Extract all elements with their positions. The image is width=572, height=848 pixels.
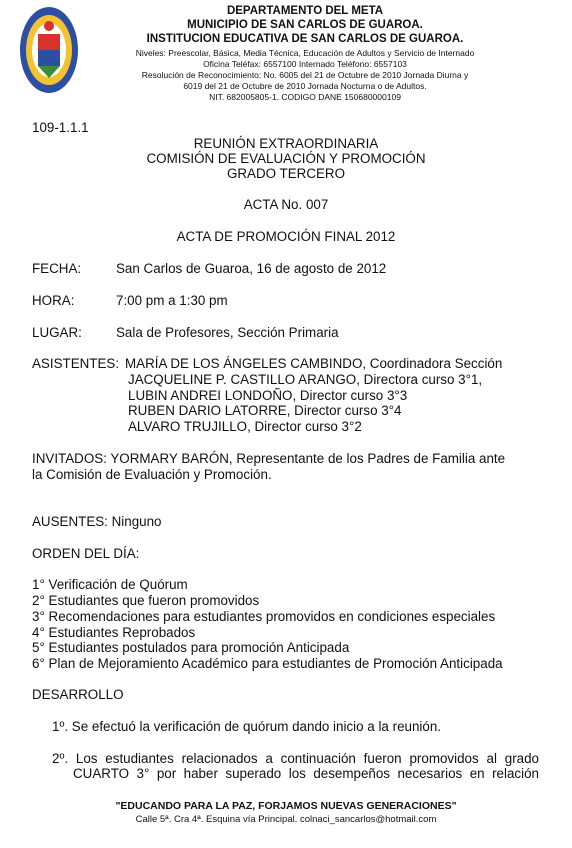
title-grade: GRADO TERCERO	[226, 166, 346, 181]
orden-item: 5° Estudiantes postulados para promoción Anticipada	[32, 640, 350, 655]
header-institution: INSTITUCION EDUCATIVA DE SAN CARLOS DE GUAROA.	[146, 33, 464, 45]
asistente-item: RUBEN DARIO LATORRE, Director curso 3°4	[128, 403, 402, 418]
header-phones: Oficina Teléfax: 6557100 Internado Teléfono: 6557103	[203, 59, 407, 69]
orden-item: 6° Plan de Mejoramiento Académico para estudiantes de Promoción Anticipada	[32, 656, 503, 671]
lugar-value: Sala de Profesores, Sección Primaria	[116, 325, 339, 340]
asistente-item: JACQUELINE P. CASTILLO ARANGO, Directora curso 3°1,	[128, 372, 483, 387]
invitados-line: la Comisión de Evaluación y Promoción.	[32, 467, 272, 482]
ausentes-line: AUSENTES: Ninguno	[32, 514, 162, 529]
title-commission: COMISIÓN DE EVALUACIÓN Y PROMOCIÓN	[146, 151, 426, 166]
title-acta-subtitle: ACTA DE PROMOCIÓN FINAL 2012	[176, 229, 396, 244]
hora-label: HORA:	[32, 293, 75, 308]
asistente-item: ALVARO TRUJILLO, Director curso 3°2	[128, 419, 362, 434]
header-resolution-cont: 6019 del 21 de Octubre de 2010 Jornada Nocturna o de Adultos.	[183, 81, 427, 91]
asistente-item: MARÍA DE LOS ÁNGELES CAMBINDO, Coordinadora Sección	[125, 356, 503, 371]
fecha-label: FECHA:	[32, 261, 82, 276]
orden-heading: ORDEN DEL DÍA:	[32, 546, 140, 561]
desarrollo-paragraph-cont: CUARTO 3° por haber superado los desempeños necesarios en relación	[73, 766, 539, 781]
desarrollo-paragraph: 1º. Se efectuó la verificación de quórum dando inicio a la reunión.	[52, 719, 441, 734]
header-resolution: Resolución de Reconocimiento: No. 6005 del 21 de Octubre de 2010 Jornada Diurna y	[141, 70, 469, 80]
hora-value: 7:00 pm a 1:30 pm	[116, 293, 228, 308]
desarrollo-paragraph: 2º. Los estudiantes relacionados a continuación fueron promovidos al grado	[52, 751, 539, 766]
logo-shield-top	[38, 34, 60, 50]
footer-motto: "EDUCANDO PARA LA PAZ, FORJAMOS NUEVAS GENERACIONES"	[115, 800, 457, 812]
footer-address: Calle 5ª. Cra 4ª. Esquina vía Principal. colnaci_sancarlos@hotmail.com	[135, 814, 437, 825]
logo-shield-bottom	[38, 50, 60, 66]
document-code: 109-1.1.1	[32, 120, 89, 135]
invitados-line: INVITADOS: YORMARY BARÓN, Representante de los Padres de Familia ante	[32, 451, 506, 466]
title-meeting: REUNIÓN EXTRAORDINARIA	[193, 136, 379, 151]
desarrollo-heading: DESARROLLO	[32, 687, 124, 702]
header-nit: NIT. 682005805-1. CODIGO DANE 150680000109	[209, 92, 401, 102]
orden-item: 4° Estudiantes Reprobados	[32, 625, 196, 640]
orden-item: 2° Estudiantes que fueron promovidos	[32, 593, 260, 608]
orden-item: 3° Recomendaciones para estudiantes promovidos en condiciones especiales	[32, 609, 496, 624]
asistente-item: LUBIN ANDREI LONDOÑO, Director curso 3°3	[128, 388, 408, 403]
header-municipality: MUNICIPIO DE SAN CARLOS DE GUAROA.	[187, 19, 423, 31]
institution-logo	[18, 4, 80, 96]
asistentes-label: ASISTENTES:	[32, 356, 120, 371]
lugar-label: LUGAR:	[32, 325, 82, 340]
header-levels: Niveles: Preescolar, Básica, Media Técnica, Educación de Adultos y Servicio de Internado	[135, 48, 475, 58]
title-acta-number: ACTA No. 007	[243, 197, 329, 212]
logo-torch-flame	[44, 21, 54, 31]
orden-item: 1° Verificación de Quórum	[32, 577, 188, 592]
fecha-value: San Carlos de Guaroa, 16 de agosto de 2012	[116, 261, 387, 276]
header-department: DEPARTAMENTO DEL META	[226, 5, 384, 17]
